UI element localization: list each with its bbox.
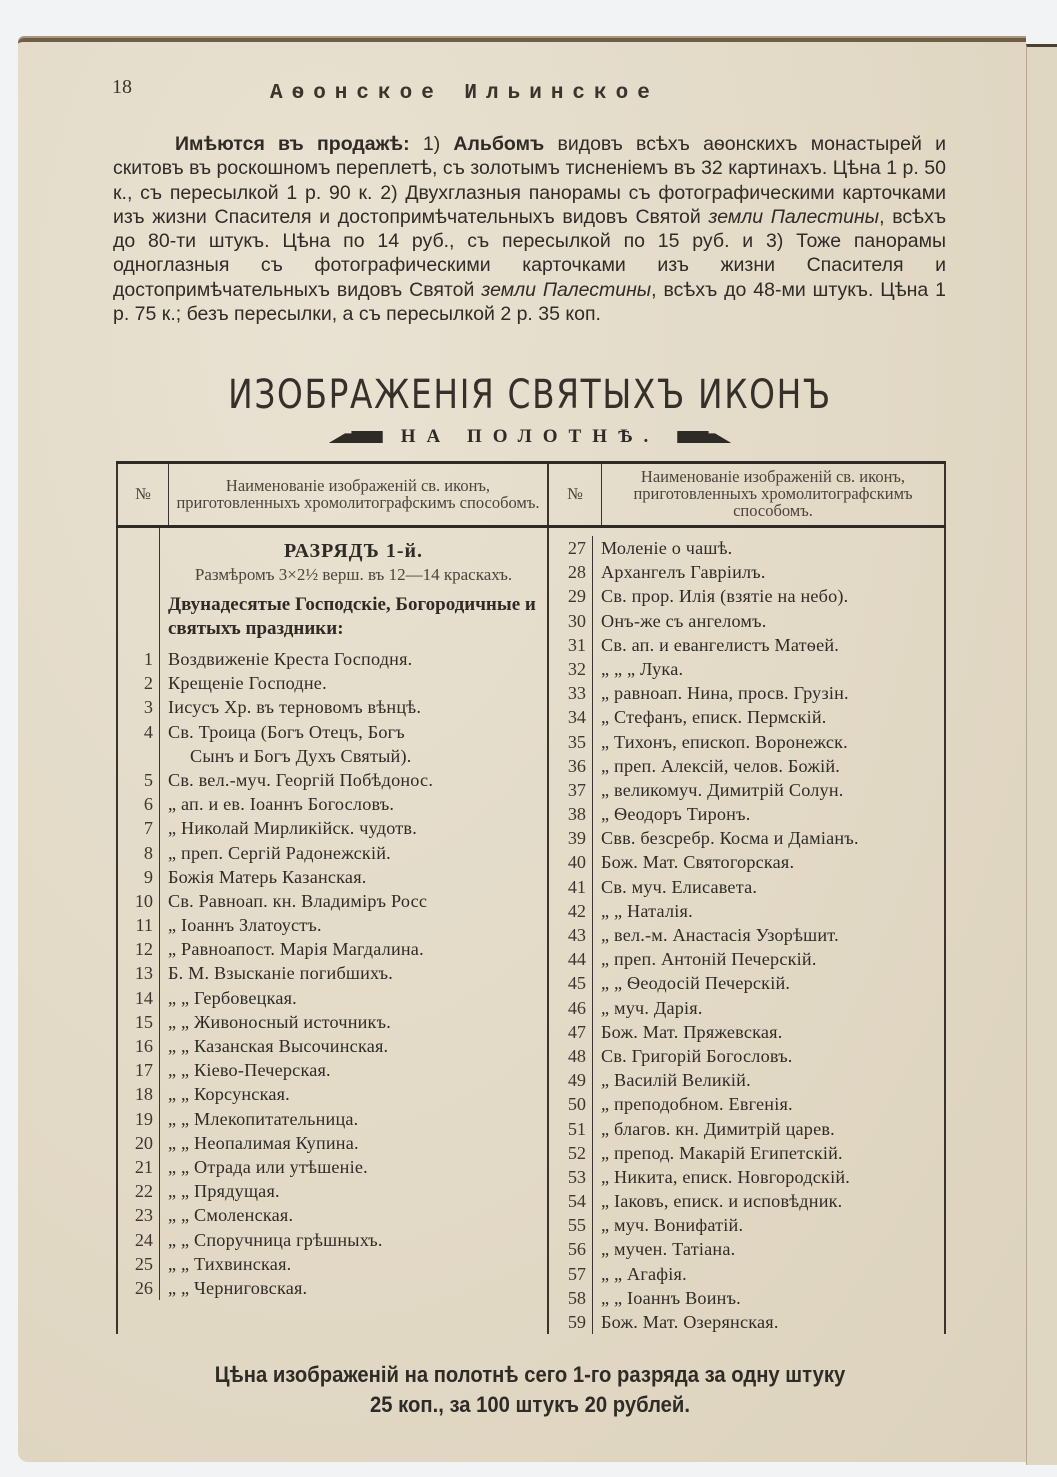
- row-title: „ вел.-м. Анастасія Узорѣшит.: [601, 925, 839, 945]
- row-number: 41: [549, 875, 593, 899]
- row-number: 34: [549, 705, 593, 729]
- table-row: [118, 961, 547, 985]
- row-number: 8: [118, 841, 160, 865]
- row-number: 40: [549, 850, 593, 874]
- table-row: [118, 889, 547, 913]
- intro-lead: Имѣются въ продажѣ:: [175, 133, 410, 155]
- row-title: „ равноап. Нина, просв. Грузін.: [601, 683, 849, 704]
- intro-item1-num: 1): [422, 133, 441, 155]
- table-row: [118, 695, 547, 719]
- row-number: 19: [118, 1107, 160, 1131]
- row-title: „ „ Корсунская.: [168, 1084, 290, 1105]
- row-number: 12: [118, 937, 160, 961]
- row-title: Бож. Мат. Озерянская.: [601, 1312, 779, 1332]
- subtitle-row: [300, 422, 760, 452]
- ornament-right-icon: [677, 431, 731, 443]
- row-number: [118, 744, 160, 768]
- row-number: 14: [118, 986, 160, 1010]
- row-number: 11: [118, 913, 160, 937]
- ornament-left-icon: [329, 431, 383, 443]
- row-number: 10: [118, 889, 160, 913]
- table-row: [549, 730, 944, 754]
- header-num-left: №: [117, 463, 169, 527]
- section-title: ИЗОБРАЖЕНІЯ СВЯТЫХЪ ИКОНЪ: [228, 372, 832, 418]
- icons-table: [116, 461, 946, 1334]
- table-row: [118, 1203, 547, 1227]
- table-row: [118, 720, 547, 744]
- running-head: Аѳонское Ильинское: [270, 82, 659, 105]
- row-title: „ „ Прядущая.: [168, 1181, 280, 1202]
- row-number: 17: [118, 1058, 160, 1082]
- row-number: 18: [118, 1082, 160, 1106]
- row-title: „ „ Ѳеодосій Печерскій.: [601, 973, 791, 994]
- row-number: 20: [118, 1131, 160, 1155]
- row-number: 29: [549, 584, 593, 608]
- table-row: [549, 657, 944, 681]
- row-title: „ „ Неопалимая Купина.: [168, 1132, 359, 1153]
- table-row: [549, 1092, 944, 1116]
- header-num-right: №: [548, 463, 602, 527]
- table-row: [118, 1228, 547, 1252]
- row-number: 3: [118, 695, 160, 719]
- row-title: „ „ Млекопитательница.: [168, 1108, 359, 1129]
- row-number: 33: [549, 681, 593, 705]
- table-row: [549, 1141, 944, 1165]
- row-number: 27: [549, 536, 593, 560]
- row-title: „ благов. кн. Димитрій царев.: [601, 1118, 835, 1139]
- row-number: 58: [549, 1286, 593, 1310]
- header-name-right: Наименованіе изображеній св. иконъ, приготовленныхъ хромолитографскимъ способомъ.: [602, 463, 946, 527]
- row-title: Св. муч. Елисавета.: [601, 876, 758, 897]
- right-list: [549, 528, 944, 1334]
- facing-page-edge: [1026, 44, 1057, 1465]
- row-number: 24: [118, 1228, 160, 1252]
- row-title: „ „ Тихвинская.: [168, 1253, 292, 1274]
- rank-size: Размѣромъ 3×2½ верш. въ 12—14 краскахъ.: [194, 565, 513, 584]
- table-row: [549, 899, 944, 923]
- table-row: [549, 826, 944, 850]
- row-number: 55: [549, 1213, 593, 1237]
- row-title: „ преподобном. Евгенія.: [601, 1094, 793, 1115]
- intro-text-a: видовъ всѣхъ аѳонскихъ монастырей и скитовъ въ роскошномъ переплетѣ, съ золотымъ тисненіемъ въ 32 картинахъ. Цѣна 1 р. 50 к., съ пересылкой 1 р. 90 к. 2) Двухглазныя панорамы съ фотографическими карточками изъ жизни Спасителя и достопримѣчательныхъ видовъ Святой: [113, 133, 946, 228]
- row-title: „ „ Живоносный источникъ.: [168, 1011, 391, 1032]
- table-row: [118, 1058, 547, 1082]
- row-title: „ „ „ Лука.: [601, 658, 684, 679]
- row-title: Божія Матерь Казанская.: [168, 866, 367, 887]
- row-number: 13: [118, 961, 160, 985]
- table-row: [549, 875, 944, 899]
- category-heading: Двунадесятые Господскіе, Богородичные и святыхъ праздники:: [168, 594, 536, 639]
- row-number: 39: [549, 826, 593, 850]
- row-number: 31: [549, 633, 593, 657]
- price-line-1: Цѣна изображеній на полотнѣ сего 1-го разряда за одну штуку: [214, 1362, 846, 1387]
- row-title: „ Тихонъ, епископ. Воронежск.: [601, 731, 848, 752]
- table-row: [549, 536, 944, 560]
- left-list: [118, 647, 547, 1300]
- table-row: [118, 816, 547, 840]
- table-row: [118, 937, 547, 961]
- table-row: [118, 768, 547, 792]
- table-row: [118, 1155, 547, 1179]
- table-row: [549, 1068, 944, 1092]
- row-title: „ „ Кіево-Печерская.: [168, 1060, 331, 1081]
- row-title: „ „ Отрада или утѣшеніе.: [168, 1156, 368, 1177]
- row-number: 26: [118, 1276, 160, 1300]
- row-number: 6: [118, 792, 160, 816]
- row-number: 59: [549, 1310, 593, 1334]
- row-title: Св. Равноап. кн. Владиміръ Росс: [168, 890, 428, 911]
- row-title: Воздвиженіе Креста Господня.: [168, 649, 413, 669]
- table-row: [549, 923, 944, 947]
- row-number: 36: [549, 754, 593, 778]
- table-row: [118, 792, 547, 816]
- row-title: „ „ Наталія.: [601, 900, 693, 921]
- row-number: 38: [549, 802, 593, 826]
- price-note: [134, 1360, 925, 1420]
- row-title: „ Стефанъ, еписк. Пермскій.: [601, 707, 827, 728]
- row-number: 45: [549, 971, 593, 995]
- row-number: 48: [549, 1044, 593, 1068]
- table-row: [549, 1262, 944, 1286]
- row-number: 5: [118, 768, 160, 792]
- row-number: 35: [549, 730, 593, 754]
- table-row: [118, 1082, 547, 1106]
- row-title: „ муч. Вонифатій.: [601, 1215, 744, 1236]
- row-title: Св. Григорій Богословъ.: [601, 1045, 793, 1066]
- row-title: „ препод. Макарій Египетскій.: [601, 1142, 843, 1163]
- price-line-2: 25 коп., за 100 штукъ 20 рублей.: [370, 1392, 690, 1417]
- row-title: „ мучен. Татіана.: [601, 1239, 736, 1260]
- row-number: 47: [549, 1020, 593, 1044]
- table-row: [118, 1107, 547, 1131]
- row-number: 44: [549, 947, 593, 971]
- intro-text-b: , всѣхъ до 80-ти штукъ. Цѣна по 14 руб., съ пересылкой по 15 руб. и 3) Тоже панорамы одноглазныя съ фотографическими карточками изъ жизни Спасителя и достопримѣчательныхъ видовъ Святой: [113, 205, 946, 301]
- row-number: 1: [118, 647, 160, 671]
- row-title: „ „ Іоаннъ Воинъ.: [601, 1287, 741, 1308]
- table-row: [549, 850, 944, 874]
- row-title: Св. вел.-муч. Георгій Побѣдонос.: [168, 769, 434, 790]
- table-row: [549, 705, 944, 729]
- row-number: 21: [118, 1155, 160, 1179]
- row-title: „ Іаковъ, еписк. и исповѣдник.: [601, 1191, 843, 1212]
- row-number: 37: [549, 778, 593, 802]
- row-number: 43: [549, 923, 593, 947]
- row-number: 49: [549, 1068, 593, 1092]
- table-row: [549, 802, 944, 826]
- row-title: Б. М. Взысканіе погибшихъ.: [168, 963, 394, 984]
- row-number: 28: [549, 560, 593, 584]
- row-title: Іисусъ Хр. въ терновомъ вѣнцѣ.: [168, 697, 422, 718]
- row-title: Архангелъ Гавріилъ.: [601, 562, 766, 583]
- table-row: [549, 1286, 944, 1310]
- rank-heading: РАЗРЯДЪ 1-й.: [283, 540, 424, 562]
- row-title: „ муч. Дарія.: [601, 997, 703, 1018]
- table-row: [549, 1165, 944, 1189]
- row-number: 57: [549, 1262, 593, 1286]
- table-row: [549, 778, 944, 802]
- table-row: [118, 1252, 547, 1276]
- row-title: „ преп. Антоній Печерскій.: [601, 949, 817, 970]
- row-title: „ ап. и ев. Іоаннъ Богословъ.: [168, 794, 395, 815]
- table-row: [118, 744, 547, 768]
- header-name-left: Наименованіе изображеній св. иконъ, приготовленныхъ хромолитографскимъ способомъ.: [169, 463, 549, 527]
- row-title: „ „ Смоленская.: [168, 1205, 294, 1226]
- table-row: [549, 584, 944, 608]
- row-title: Св. Троица (Богъ Отецъ, Богъ: [168, 721, 405, 742]
- row-number: 50: [549, 1092, 593, 1116]
- table-row: [118, 1179, 547, 1203]
- table-row: [118, 647, 547, 671]
- row-title: Бож. Мат. Святогорская.: [601, 852, 795, 873]
- row-number: 4: [118, 720, 160, 744]
- table-row: [549, 609, 944, 633]
- page-number: 18: [112, 76, 132, 98]
- table-row: [118, 1131, 547, 1155]
- row-number: 51: [549, 1117, 593, 1141]
- row-number: 16: [118, 1034, 160, 1058]
- row-number: 9: [118, 865, 160, 889]
- row-number: 54: [549, 1189, 593, 1213]
- row-number: 2: [118, 671, 160, 695]
- row-number: 23: [118, 1203, 160, 1227]
- intro-paragraph: [113, 132, 946, 326]
- row-title: Сынъ и Богъ Духъ Святый).: [190, 745, 412, 766]
- row-title: „ „ Гербовецкая.: [168, 987, 297, 1008]
- table-row: [549, 947, 944, 971]
- row-number: 42: [549, 899, 593, 923]
- row-title: „ „ Споручница грѣшныхъ.: [168, 1229, 383, 1250]
- table-row: [118, 1276, 547, 1300]
- row-title: Св. ап. и евангелистъ Матѳей.: [601, 634, 840, 655]
- row-title: „ „ Агафія.: [601, 1263, 687, 1284]
- table-row: [549, 681, 944, 705]
- row-title: „ преп. Алексій, челов. Божій.: [601, 755, 841, 776]
- section-subtitle: НА ПОЛОТНѢ.: [400, 426, 660, 447]
- table-row: [549, 1189, 944, 1213]
- row-number: 25: [118, 1252, 160, 1276]
- row-number: 7: [118, 816, 160, 840]
- row-title: „ Ѳеодоръ Тиронъ.: [601, 804, 751, 825]
- row-title: „ Іоаннъ Златоустъ.: [168, 915, 322, 936]
- row-title: Бож. Мат. Пряжевская.: [601, 1021, 783, 1042]
- row-number: 52: [549, 1141, 593, 1165]
- row-title: Св. прор. Илія (взятіе на небо).: [601, 586, 849, 607]
- table-row: [549, 1310, 944, 1334]
- table-row: [549, 971, 944, 995]
- intro-italic-1: земли Палестины: [708, 205, 880, 228]
- table-header-row: [117, 463, 945, 527]
- table-row: [549, 1020, 944, 1044]
- row-title: Крещеніе Господне.: [168, 673, 327, 694]
- row-number: 53: [549, 1165, 593, 1189]
- row-title: Онъ-же съ ангеломъ.: [601, 610, 767, 631]
- intro-italic-2: земли Палестины: [481, 278, 652, 301]
- row-title: Моленіе о чашѣ.: [601, 538, 733, 558]
- table-row: [118, 1010, 547, 1034]
- row-title: „ великомуч. Димитрій Солун.: [601, 779, 844, 800]
- row-title: „ Никита, еписк. Новгородскій.: [601, 1166, 851, 1187]
- intro-text-c: , всѣхъ до 48-ми штукъ. Цѣна 1 р. 75 к.; безъ пересылки, а съ пересылкой 2 р. 35 коп.: [113, 278, 947, 326]
- table-row: [549, 754, 944, 778]
- table-row: [549, 996, 944, 1020]
- row-title: „ Равноапост. Марія Магдалина.: [168, 939, 424, 960]
- table-row: [549, 1213, 944, 1237]
- table-row: [549, 1044, 944, 1068]
- row-number: 46: [549, 996, 593, 1020]
- row-title: „ „ Черниговская.: [168, 1277, 308, 1298]
- row-number: 56: [549, 1237, 593, 1261]
- table-row: [118, 986, 547, 1010]
- intro-album: Альбомъ: [453, 133, 545, 155]
- table-row: [549, 1237, 944, 1261]
- table-row: [118, 1034, 547, 1058]
- table-row: [118, 865, 547, 889]
- table-row: [118, 913, 547, 937]
- right-column: [548, 527, 945, 1335]
- table-row: [549, 633, 944, 657]
- row-title: „ Николай Мирликійск. чудотв.: [168, 818, 417, 839]
- table-row: [549, 1117, 944, 1141]
- table-row: [549, 560, 944, 584]
- row-title: „ преп. Сергій Радонежскій.: [168, 842, 391, 863]
- row-number: 15: [118, 1010, 160, 1034]
- row-title: „ Василій Великій.: [601, 1070, 751, 1091]
- row-number: 22: [118, 1179, 160, 1203]
- row-number: 30: [549, 609, 593, 633]
- table-row: [118, 671, 547, 695]
- row-title: „ „ Казанская Высочинская.: [168, 1036, 389, 1056]
- row-title: Свв. безсребр. Косма и Даміанъ.: [601, 828, 859, 849]
- left-column: [117, 527, 548, 1335]
- table-row: [118, 841, 547, 865]
- row-number: 32: [549, 657, 593, 681]
